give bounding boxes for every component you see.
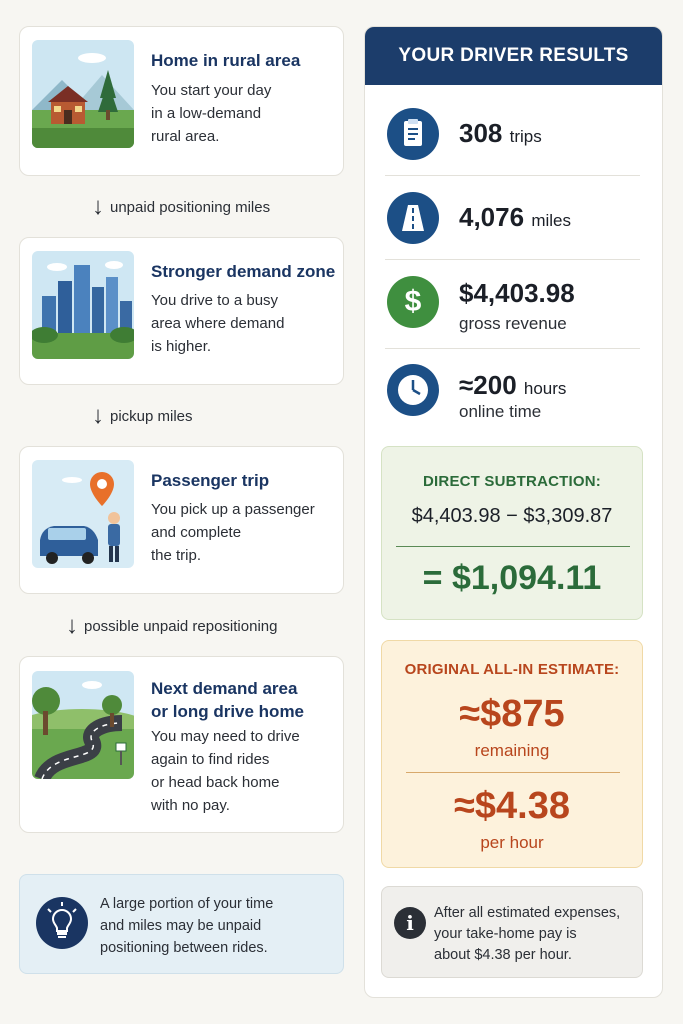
down-arrow-icon: ↓ <box>92 402 104 429</box>
step-card-passenger-trip <box>19 446 344 594</box>
stat-label: online time <box>459 402 542 421</box>
step-description: You start your day in a low-demand rural area. <box>151 82 272 145</box>
all-in-estimate-box <box>381 640 643 868</box>
stat-miles <box>385 192 640 248</box>
direct-subtraction-heading: DIRECT SUBTRACTION: <box>423 473 601 490</box>
step-card-rural <box>19 26 344 176</box>
lightbulb-icon <box>36 897 88 949</box>
direct-subtraction-box <box>381 446 643 620</box>
divider <box>406 772 620 773</box>
stat-label: gross revenue <box>459 314 567 333</box>
stat-hours <box>385 364 640 424</box>
divider <box>385 259 640 260</box>
take-home-note <box>381 886 643 978</box>
connector-pickup-miles <box>92 404 193 428</box>
connector-label: possible unpaid repositioning <box>84 617 278 635</box>
down-arrow-icon: ↓ <box>92 193 104 220</box>
car-passenger-image <box>32 460 134 568</box>
step-title: Passenger trip <box>151 471 270 490</box>
step-card-demand-zone <box>19 237 344 385</box>
divider <box>396 546 630 547</box>
stat-revenue <box>385 276 640 336</box>
stat-value: 4,076 miles <box>459 202 571 232</box>
step-title: Next demand area or long drive home <box>151 679 305 721</box>
remaining-label: remaining <box>474 741 550 760</box>
results-header: YOUR DRIVER RESULTS <box>365 27 662 85</box>
dollar-icon: $ <box>387 276 439 328</box>
stat-value: ≈200 hours <box>459 370 567 400</box>
step-description: You pick up a passenger and complete the trip. <box>151 501 315 564</box>
down-arrow-icon: ↓ <box>66 612 78 639</box>
step-title: Stronger demand zone <box>151 262 336 281</box>
info-icon: i <box>394 907 426 939</box>
remaining-value: ≈$875 <box>459 693 565 735</box>
direct-subtraction-result: = $1,094.11 <box>422 559 602 597</box>
road-icon <box>387 192 439 244</box>
divider <box>385 175 640 176</box>
stat-value: $4,403.98 <box>459 278 575 308</box>
connector-label: unpaid positioning miles <box>110 198 271 216</box>
step-card-next-demand <box>19 656 344 833</box>
stat-value: 308 trips <box>459 118 542 148</box>
rural-house-image <box>32 40 134 148</box>
connector-label: pickup miles <box>110 407 193 425</box>
direct-subtraction-equation: $4,403.98 − $3,309.87 <box>411 505 613 527</box>
step-description: You may need to drive again to find rides or head back home with no pay. <box>151 728 300 814</box>
clock-icon <box>387 364 439 416</box>
tip-text: A large portion of your time and miles may be unpaid positioning between rides. <box>100 896 274 956</box>
winding-road-image <box>32 671 134 779</box>
estimate-heading: ORIGINAL ALL-IN ESTIMATE: <box>404 661 620 678</box>
hourly-label: per hour <box>480 833 544 852</box>
connector-unpaid-repositioning <box>66 614 277 638</box>
clipboard-icon <box>387 108 439 160</box>
city-skyline-image <box>32 251 134 359</box>
hourly-value: ≈$4.38 <box>454 785 570 827</box>
connector-unpaid-positioning <box>92 195 270 219</box>
note-text: After all estimated expenses, your take-home pay is about $4.38 per hour. <box>434 905 621 963</box>
divider <box>385 348 640 349</box>
step-description: You drive to a busy area where demand is higher. <box>151 292 285 355</box>
tip-box <box>19 874 344 974</box>
step-title: Home in rural area <box>151 51 301 70</box>
stat-trips <box>385 108 640 164</box>
